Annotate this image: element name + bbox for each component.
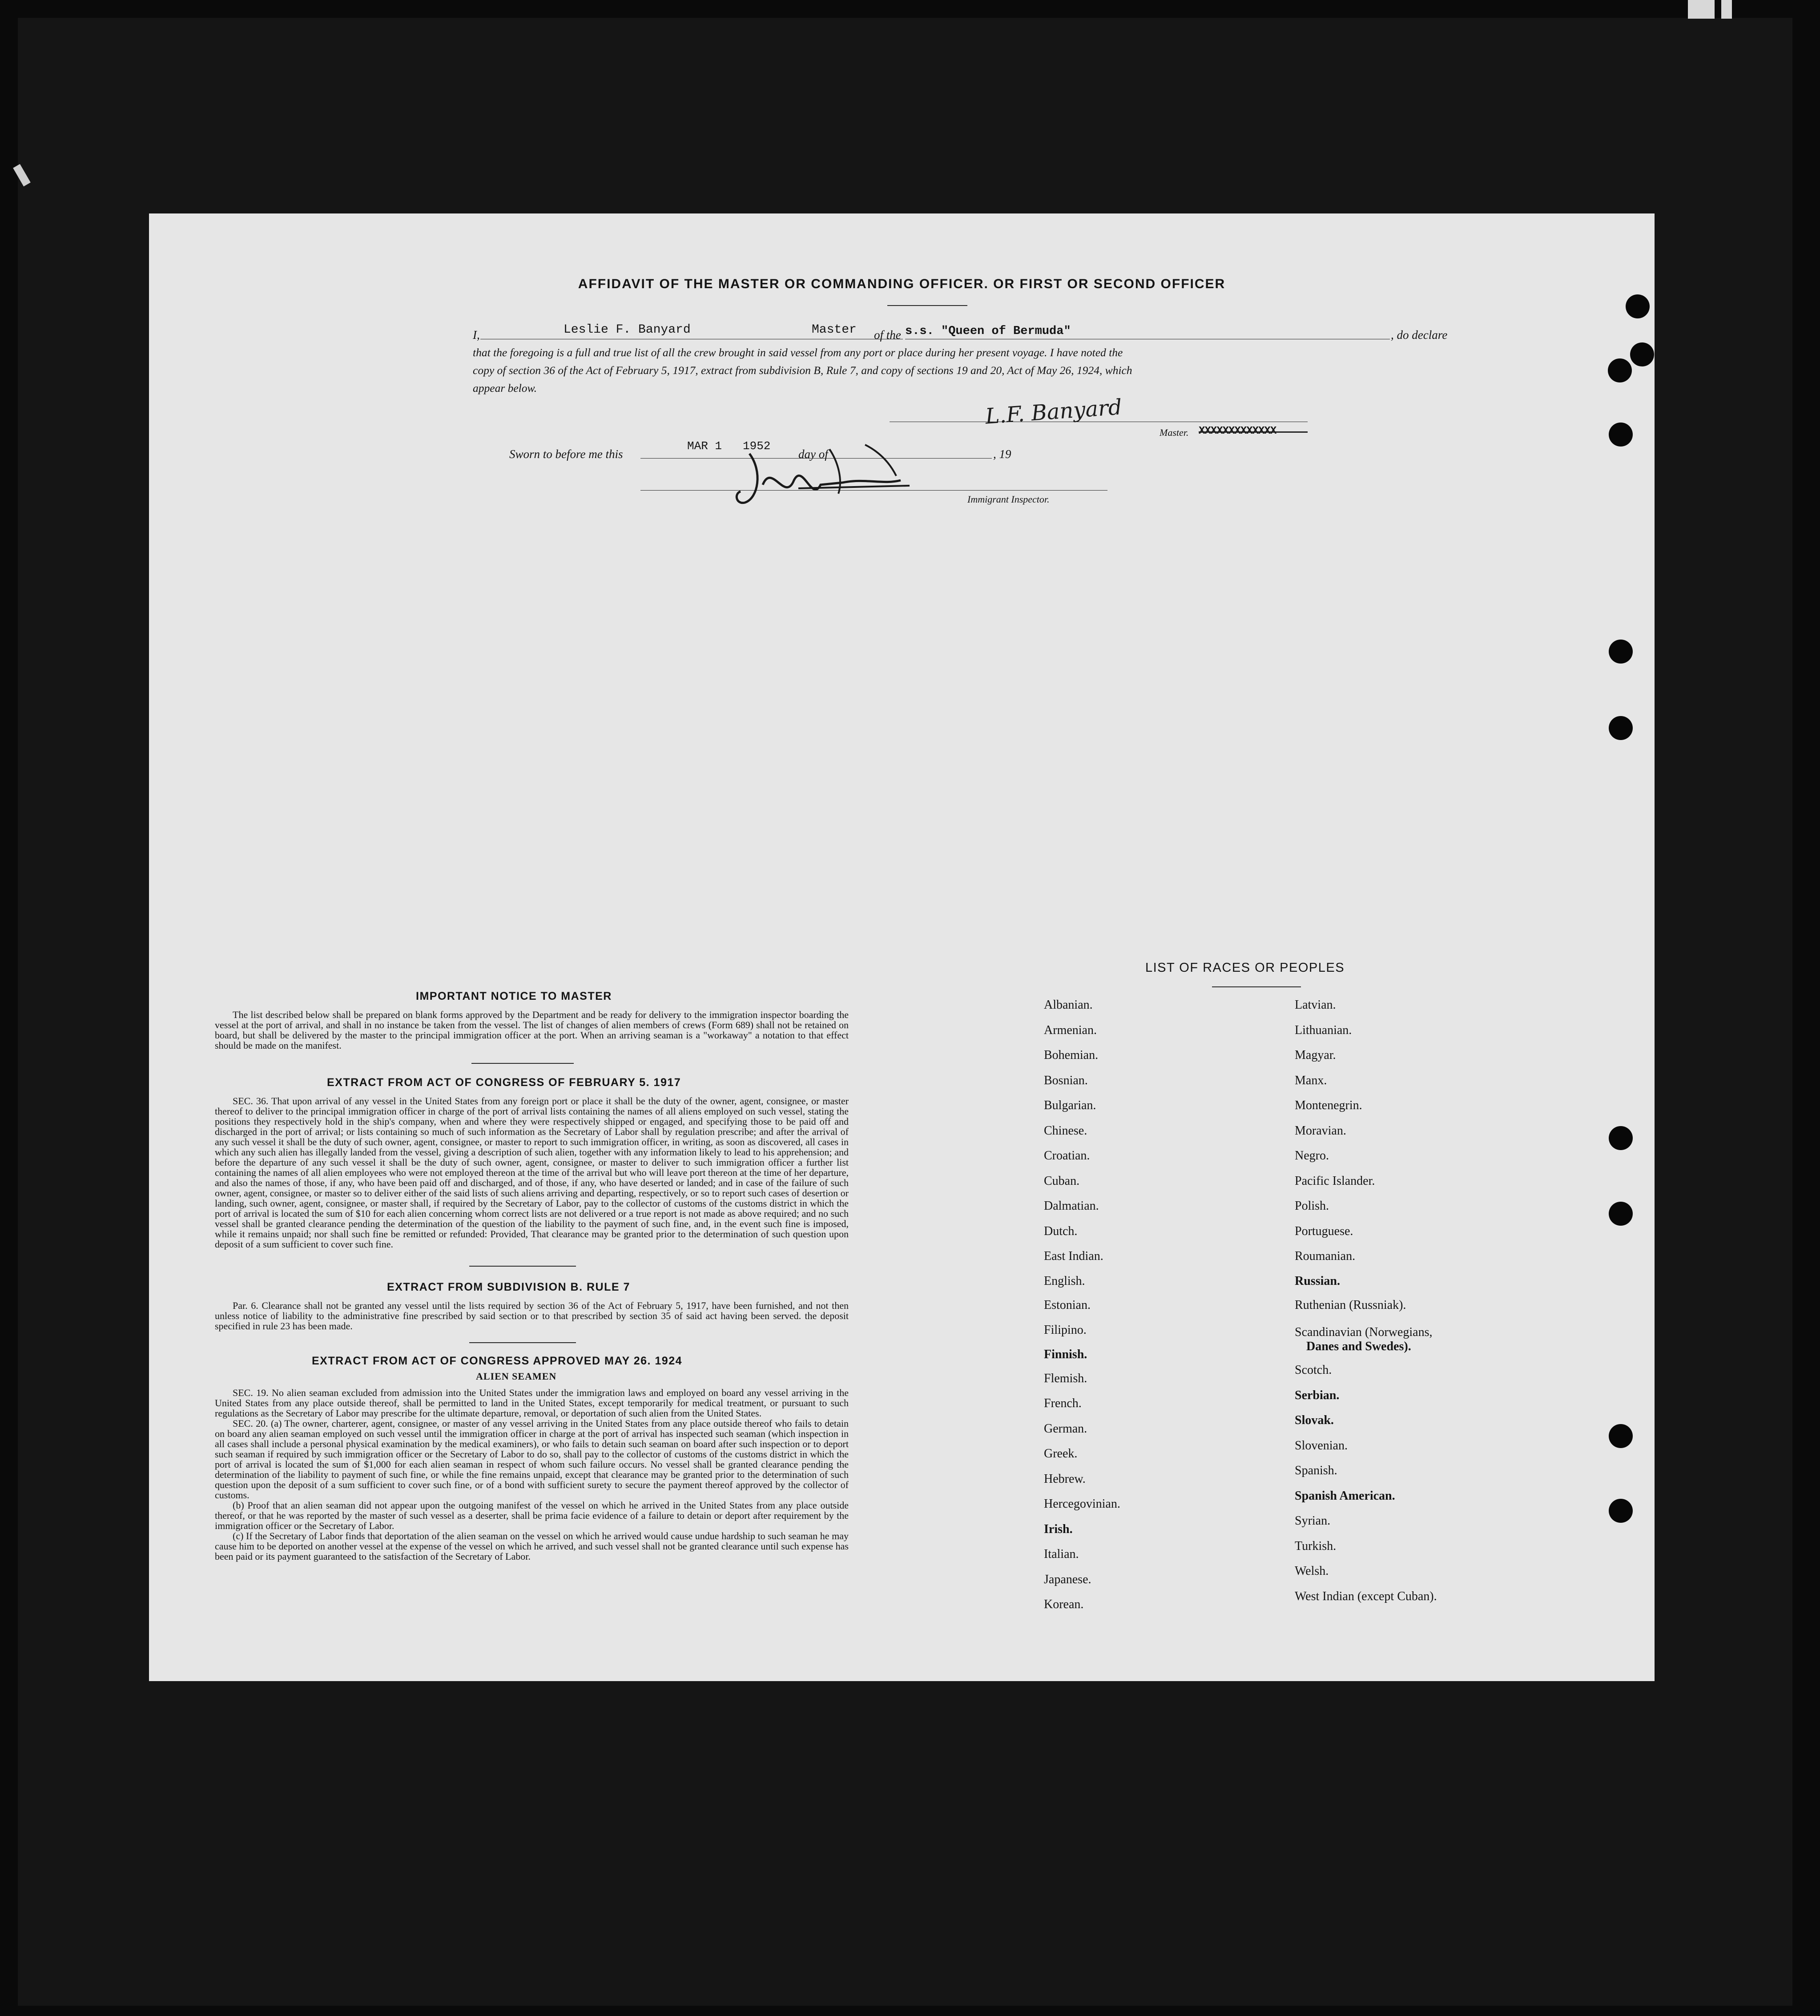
race-item: Flemish. — [1044, 1371, 1087, 1385]
race-item: Hebrew. — [1044, 1472, 1086, 1486]
do-declare: , do declare — [1391, 328, 1448, 342]
race-item: Pacific Islander. — [1295, 1174, 1375, 1188]
punch-hole — [1609, 716, 1633, 740]
section-20c-paragraph: (c) If the Secretary of Labor finds that deportation of the alien seaman on the vessel on which he arrived would cause undue hardship to such seaman he may cause him to be deported on another vessel at the expense of the vessel on which he arrived, and such vessel shall not be granted clearance until such expense has been paid or its payment guaranteed to the satisfaction of the Secretary of Labor. — [215, 1530, 849, 1562]
races-left-column — [1044, 993, 1120, 1618]
race-item: Lithuanian. — [1295, 1023, 1352, 1037]
race-item: Magyar. — [1295, 1048, 1336, 1062]
notice-text — [215, 1010, 849, 1050]
punch-hole — [1630, 342, 1654, 366]
races-title: LIST OF RACES OR PEOPLES — [1145, 961, 1345, 975]
race-item: East Indian. — [1044, 1249, 1103, 1263]
race-item: Ruthenian (Russniak). — [1295, 1298, 1406, 1312]
inspector-label: Immigrant Inspector. — [967, 494, 1050, 505]
punch-hole — [1609, 1126, 1633, 1150]
sworn-label: Sworn to before me this — [509, 447, 623, 461]
rule7-title: EXTRACT FROM SUBDIVISION B. RULE 7 — [387, 1281, 630, 1293]
punch-hole — [1626, 294, 1650, 318]
race-item: Armenian. — [1044, 1023, 1097, 1037]
race-item: Bulgarian. — [1044, 1099, 1096, 1112]
master-label: Master. — [1160, 427, 1189, 438]
race-item: Latvian. — [1295, 998, 1336, 1012]
year-prefix: , 19 — [993, 447, 1011, 461]
inspector-signature — [696, 436, 945, 511]
race-item: Spanish American. — [1295, 1489, 1395, 1503]
section-divider — [471, 1063, 574, 1064]
race-item: Turkish. — [1295, 1539, 1337, 1553]
rule7-paragraph: Par. 6. Clearance shall not be granted any vessel until the lists required by section 36 of the Act of February 5, 1917, have been furnished, and not then unless notice of liability to the administrative fine prescribed by said section or to that prescribed by section 35 of said act having been served. the deposit specified in rule 23 has been made. — [215, 1300, 849, 1332]
race-item: Hercegovinian. — [1044, 1497, 1120, 1511]
race-item: German. — [1044, 1421, 1087, 1436]
document-page — [149, 213, 1655, 1681]
race-item: Albanian. — [1044, 998, 1093, 1012]
race-item: Bohemian. — [1044, 1048, 1099, 1062]
races-divider — [1212, 986, 1301, 987]
race-item: Polish. — [1295, 1199, 1329, 1213]
race-item: English. — [1044, 1274, 1085, 1288]
extract-1917-text — [215, 1096, 849, 1249]
race-item: Bosnian. — [1044, 1073, 1088, 1087]
section-divider — [469, 1266, 576, 1267]
punch-hole — [1609, 1424, 1633, 1448]
race-item: Spanish. — [1295, 1464, 1337, 1477]
vessel-name: s.s. "Queen of Bermuda" — [905, 325, 1071, 338]
section-20b-paragraph: (b) Proof that an alien seaman did not appear upon the outgoing manifest of the vessel on which he arrived in the United States from any place outside thereof, or that he was reported by the master of such vessel as a deserter, shall be prima facie evidence of a failure to detain or deport after requirement by the immigration officer or the Secretary of Labor. — [215, 1500, 849, 1531]
punch-hole — [1609, 423, 1633, 447]
race-item: Slovak. — [1295, 1413, 1334, 1427]
race-item: Manx. — [1295, 1073, 1327, 1087]
race-item: Roumanian. — [1295, 1249, 1356, 1263]
race-item: Syrian. — [1295, 1514, 1331, 1528]
race-item: Italian. — [1044, 1547, 1079, 1561]
master-name: Leslie F. Banyard — [564, 323, 691, 337]
race-item: Cuban. — [1044, 1174, 1080, 1188]
race-item: Korean. — [1044, 1598, 1084, 1611]
race-item: Scotch. — [1295, 1363, 1332, 1377]
race-item: Filipino. — [1044, 1323, 1087, 1337]
race-item: Chinese. — [1044, 1123, 1087, 1138]
struck-bar — [1199, 431, 1308, 433]
extract-1917-paragraph: SEC. 36. That upon arrival of any vessel in the United States from any foreign port or place it shall be the duty of the owner, agent, consignee, or master thereof to deliver to the principal immigration officer in charge of the port of arrival lists containing the names of all aliens employed on such vessel, stating the positions they respectively hold in the ship's company, when and where they were respectively shipped or engaged, and specifying those to be paid off and discharged in the port of arrival; or lists containing so much of such information as the Secretary of Labor shall by regulation prescribe; and after the arrival of any such vessel it shall be the duty of such owner, agent, consignee, or master to report to such immigration officer, in writing, as soon as discovered, all cases in which any such alien has illegally landed from the vessel, giving a description of such alien, together with any information likely to lead to his apprehension; and before the departure of any such vessel it shall be the duty of such owner, agent, consignee, or master to deliver to such immigration officer a further list containing the names of all alien employees who were not employed thereon at the time of the arrival but who will leave port thereon at the time of her departure, and also the names of those, if any, who have been paid off and discharged, and of those, if any, who have deserted or landed; and in case of the failure of such owner, agent, consignee, or master so to deliver either of the said lists of such aliens arriving and departing, respectively, or so to report such cases of desertion or landing, such owner, agent, consignee, or master shall, if required by the Secretary of Labor, pay to the collector of customs of the customs district in which the port of arrival is located the sum of $10 for each alien concerning whom correct lists are not delivered or a true report is not made as above required; and no such vessel shall be granted clearance pending the determination of the question of the liability to the payment of such fine, and, in the event such fine is imposed, while it remains unpaid; nor shall such fine be remitted or refunded: Provided, That clearance may be granted prior to the determination of such question upon deposit of a sum sufficient to cover such fine. — [215, 1095, 849, 1250]
extract-1924-subtitle: ALIEN SEAMEN — [476, 1371, 557, 1382]
race-item: Estonian. — [1044, 1298, 1091, 1312]
race-item: Welsh. — [1295, 1564, 1329, 1578]
sworn-stamp-month: MAR 1 — [687, 439, 722, 453]
race-item: Russian. — [1295, 1274, 1340, 1288]
race-item: Serbian. — [1295, 1388, 1340, 1402]
race-item: Croatian. — [1044, 1149, 1090, 1163]
sworn-stamp-year: 1952 — [743, 439, 771, 453]
notice-title: IMPORTANT NOTICE TO MASTER — [416, 990, 612, 1002]
extract-1917-title: EXTRACT FROM ACT OF CONGRESS OF FEBRUARY 5. 1917 — [327, 1076, 681, 1089]
film-edge-mark — [1721, 0, 1732, 19]
film-edge-mark — [1688, 0, 1715, 19]
race-item: Scandinavian (Norwegians, — [1295, 1325, 1433, 1339]
title-divider — [887, 305, 967, 306]
section-20a-paragraph: SEC. 20. (a) The owner, charterer, agent, consignee, or master of any vessel arriving in the United States from any place outside thereof who fails to detain on board any alien seaman employed on such vessel until the immigration officer in charge at the port of arrival has inspected such seaman (which inspection in all cases shall include a personal physical examination by the medical examiners), or who fails to detain such seaman on board after such inspection or to deport such seaman if required by such immigration officer or the Secretary of Labor to do so, shall pay to the collector of customs of the customs district in which the port of arrival is located the sum of $1,000 for each alien seaman in respect of whom such failure occurs. No vessel shall be granted clearance pending the determination of the liability to payment of such fine, or while the fine remains unpaid, except that clearance may be granted prior to the determination of such question upon the deposit of a sum sufficient to cover such fine, or of a bond with sufficient surety to secure the payment thereof approved by the collector of customs. — [215, 1418, 849, 1501]
day-of-label: day of — [798, 447, 828, 461]
race-item: Portuguese. — [1295, 1224, 1353, 1238]
of-the-label: of the — [874, 328, 901, 342]
extract-1924-text — [215, 1388, 849, 1561]
race-item: Negro. — [1295, 1149, 1329, 1163]
extract-1924-title: EXTRACT FROM ACT OF CONGRESS APPROVED MAY 26. 1924 — [312, 1355, 683, 1367]
affidavit-title: AFFIDAVIT OF THE MASTER OR COMMANDING OFFICER. OR FIRST OR SECOND OFFICER — [578, 277, 1226, 291]
race-item: Danes and Swedes). — [1306, 1340, 1411, 1353]
race-item: Japanese. — [1044, 1572, 1091, 1586]
notice-paragraph: The list described below shall be prepared on blank forms approved by the Department and be ready for delivery to the immigration inspector boarding the vessel at the port of arrival, and shall in no instance be taken from the vessel. The list of changes of alien members of crews (Form 689) shall not be retained on board, but shall be delivered by the master to the principal immigration officer at the port. When an arriving seaman is a "workaway" a notation to that effect should be made on the manifest. — [215, 1009, 849, 1051]
race-item: Slovenian. — [1295, 1438, 1348, 1453]
race-item: Greek. — [1044, 1447, 1078, 1461]
race-item: Dutch. — [1044, 1224, 1078, 1238]
race-item: Dalmatian. — [1044, 1199, 1099, 1213]
race-item: Moravian. — [1295, 1123, 1346, 1138]
race-item: West Indian (except Cuban). — [1295, 1589, 1437, 1603]
race-item: Irish. — [1044, 1522, 1073, 1536]
punch-hole — [1609, 640, 1633, 664]
races-right-column — [1295, 993, 1437, 1609]
race-item: French. — [1044, 1396, 1082, 1410]
race-item: Montenegrin. — [1295, 1099, 1362, 1112]
i-label: I, — [473, 328, 480, 342]
punch-hole — [1608, 358, 1632, 382]
affidavit-line-2: that the foregoing is a full and true list of all the crew brought in said vessel from any port or place during her present voyage. I have noted the — [473, 346, 1123, 359]
punch-hole — [1609, 1202, 1633, 1226]
affidavit-line-4: appear below. — [473, 382, 537, 394]
punch-hole — [1609, 1499, 1633, 1523]
rule7-text — [215, 1300, 849, 1331]
master-signature: L.F. Banyard — [984, 394, 1123, 429]
affidavit-line-3: copy of section 36 of the Act of February 5, 1917, extract from subdivision B, Rule 7, and copy of sections 19 and 20, Act of May 26, 1924, which — [473, 364, 1132, 377]
section-19-paragraph: SEC. 19. No alien seaman excluded from admission into the United States under the immigration laws and employed on board any vessel arriving in the United States from any place outside thereof, shall be permitted to land in the United States, except temporarily for medical treatment, or pursuant to such regulations as the Secretary of Labor may prescribe for the ultimate departure, removal, or deportation of such alien from the United States. — [215, 1387, 849, 1419]
section-divider — [469, 1342, 576, 1343]
race-item: Finnish. — [1044, 1347, 1087, 1361]
master-rank: Master — [812, 323, 857, 337]
